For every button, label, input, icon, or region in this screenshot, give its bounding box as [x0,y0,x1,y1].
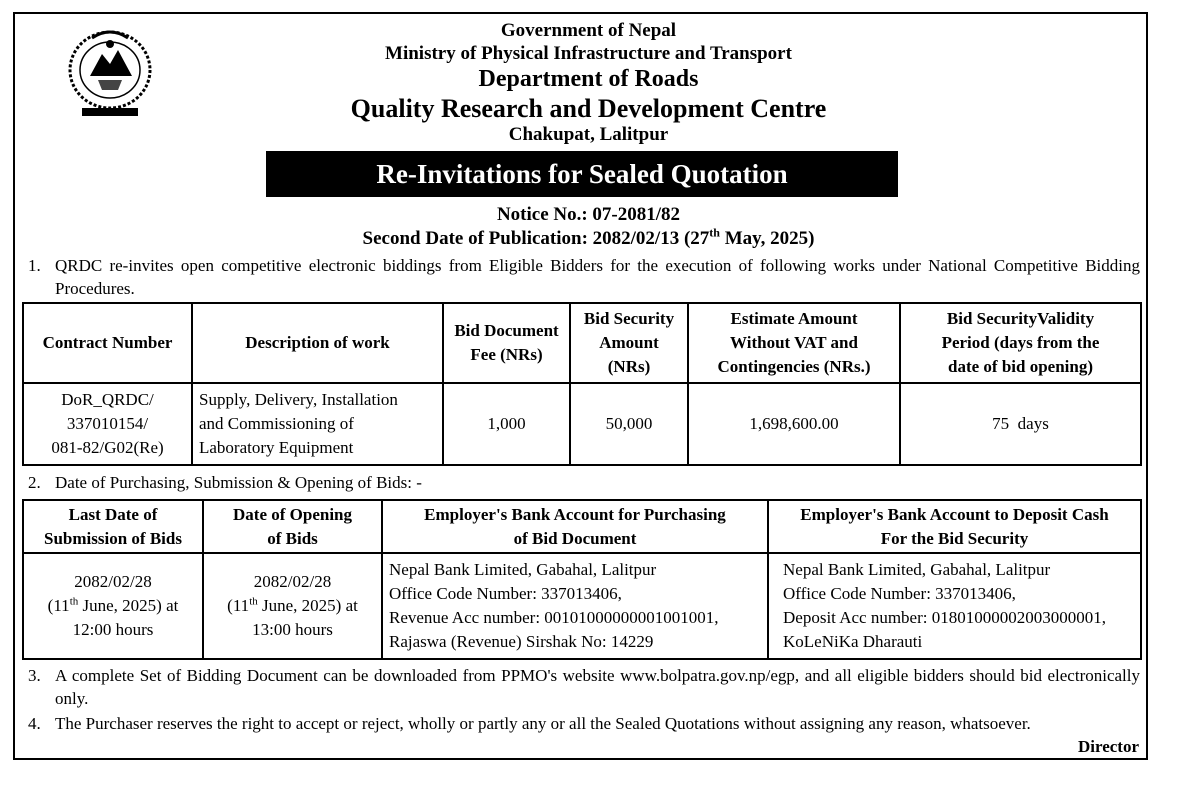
header-location: Chakupat, Lalitpur [508,124,669,145]
th-security: Bid Security Amount (NRs) [570,303,688,383]
cell-contract: DoR_QRDC/ 337010154/ 081-82/G02(Re) [23,383,192,465]
header-government: Government of Nepal [500,20,677,41]
cell-deposit-account: Nepal Bank Limited, Gabahal, Lalitpur Office Code Number: 337013406, Deposit Acc number: 01801000002003000001, KoLeNiKa Dharauti [768,553,1141,659]
dates-table [22,499,1142,660]
item-4: 4. The Purchaser reserves the right to accept or reject, wholly or partly any or all the Sealed Quotations without assigning any reason, whatsoever. [28,714,1031,733]
th-opening: Date of Opening of Bids [203,500,382,553]
publication-date: Second Date of Publication: 2082/02/13 (27th May, 2025) [362,225,815,249]
header-department: Department of Roads [478,66,699,92]
th-fee: Bid Document Fee (NRs) [443,303,570,383]
cell-submission: 2082/02/28 (11th June, 2025) at 12:00 hours [23,553,203,659]
cell-validity: 75 days [900,383,1141,465]
table-row [23,383,1141,465]
notice-number: Notice No.: 07-2081/82 [496,204,681,225]
cell-description: Supply, Delivery, Installation and Commissioning of Laboratory Equipment [192,383,443,465]
th-contract: Contract Number [23,303,192,383]
table-row [23,553,1141,659]
cell-security: 50,000 [570,383,688,465]
th-estimate: Estimate Amount Without VAT and Contingencies (NRs.) [688,303,900,383]
item-3: 3. A complete Set of Bidding Document can be downloaded from PPMO's website www.bolpatra.gov.np/egp, and all eligible bidders should bid electronically only. [28,666,1140,708]
cell-fee: 1,000 [443,383,570,465]
item-1: 1. QRDC re-invites open competitive electronic biddings from Eligible Bidders for the execution of following works under National Competitive Bidding Procedures. [28,256,1140,298]
cell-purchase-account: Nepal Bank Limited, Gabahal, Lalitpur Office Code Number: 337013406, Revenue Acc number: 00101000000001001001, Rajaswa (Revenue) Sirshak No: 14229 [382,553,768,659]
th-deposit-account: Employer's Bank Account to Deposit Cash For the Bid Security [768,500,1141,553]
header-ministry: Ministry of Physical Infrastructure and Transport [385,43,792,64]
th-purchase-account: Employer's Bank Account for Purchasing of Bid Document [382,500,768,553]
cell-opening: 2082/02/28 (11th June, 2025) at 13:00 hours [203,553,382,659]
th-validity: Bid SecurityValidity Period (days from the date of bid opening) [900,303,1141,383]
contract-table [22,302,1142,466]
signature-director: Director [1077,737,1139,756]
th-submission: Last Date of Submission of Bids [23,500,203,553]
header-centre: Quality Research and Development Centre [350,94,827,123]
th-description: Description of work [192,303,443,383]
cell-estimate: 1,698,600.00 [688,383,900,465]
title-banner: Re-Invitations for Sealed Quotation [266,151,898,197]
item-2: 2. Date of Purchasing, Submission & Opening of Bids: - [28,473,422,492]
